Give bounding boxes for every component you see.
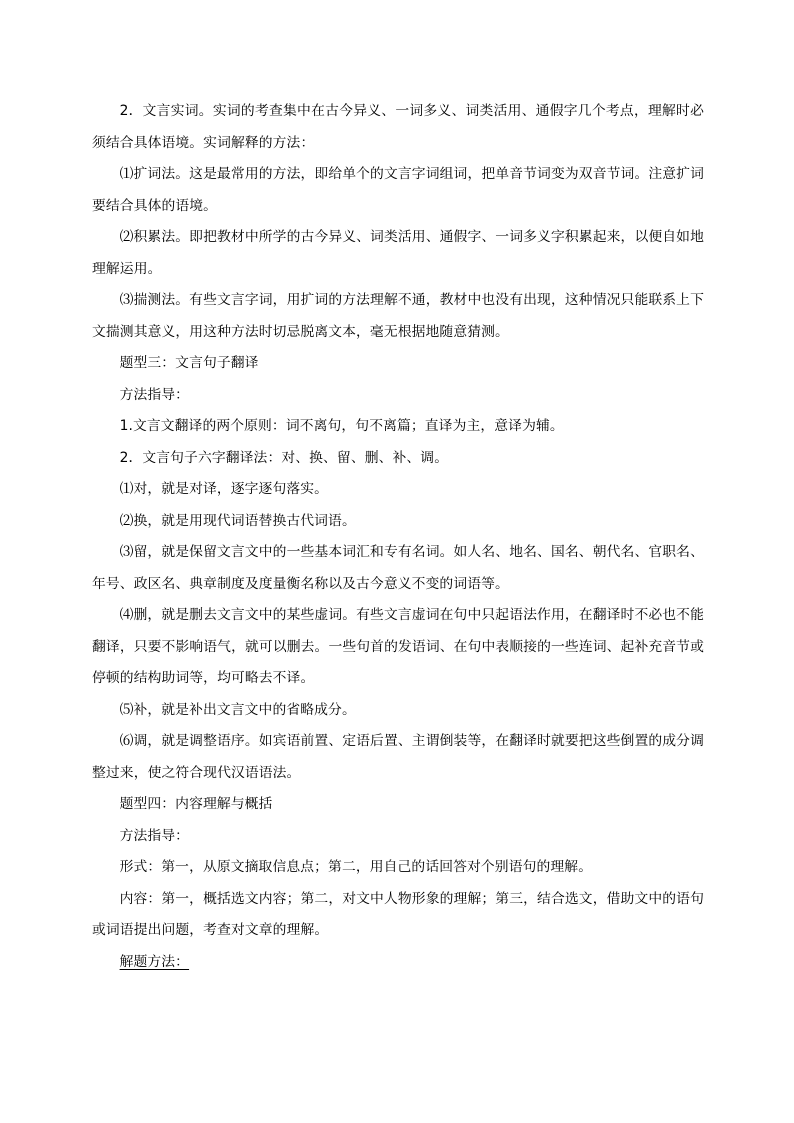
solution-method-heading-text: 解题方法： bbox=[119, 953, 190, 970]
paragraph-bu: ⑸补，就是补出文言文中的省略成分。 bbox=[119, 701, 356, 718]
paragraph-content: 内容：第一，概括选文内容；第二，对文中人物形象的理解；第三，结合选文，借助文中的语句或词语提出问题，考查对文章的理解。 bbox=[92, 890, 704, 938]
paragraph-jilei-method: ⑵积累法。即把教材中所学的古今异义、词类活用、通假字、一词多义字积累起来，以便自如地理解运用。 bbox=[92, 229, 704, 277]
document-body bbox=[92, 96, 704, 978]
paragraph-tiao: ⑹调，就是调整语序。如宾语前置、定语后置、主谓倒装等，在翻译时就要把这些倒置的成分调整过来，使之符合现代汉语语法。 bbox=[92, 733, 704, 781]
paragraph-shan: ⑷删，就是删去文言文中的某些虚词。有些文言虚词在句中只起语法作用，在翻译时不必也不能翻译，只要不影响语气，就可以删去。一些句首的发语词、在句中表顺接的一些连词、起补充音节或停顿的结构助词等，均可略去不译。 bbox=[92, 607, 704, 686]
section-heading-type-four: 题型四：内容理解与概括 bbox=[119, 796, 273, 812]
paragraph-dui: ⑴对，就是对译，逐字逐句落实。 bbox=[119, 481, 329, 497]
paragraph-form: 形式：第一，从原文摘取信息点；第二，用自己的话回答对个别语句的理解。 bbox=[119, 859, 593, 875]
paragraph-six-word-method: 2．文言句子六字翻译法：对、换、留、删、补、调。 bbox=[119, 449, 449, 466]
paragraph-liu: ⑶留，就是保留文言文中的一些基本词汇和专有名词。如人名、地名、国名、朝代名、官职名、年号、政区名、典章制度及度量衡名称以及古今意义不变的词语等。 bbox=[92, 544, 704, 592]
paragraph-chuaice-method: ⑶揣测法。有些文言字词，用扩词的方法理解不通，教材中也没有出现，这种情况只能联系上下文揣测其意义，用这种方法时切忌脱离文本，毫无根据地随意猜测。 bbox=[92, 292, 704, 340]
paragraph-translation-principles: 1.文言文翻译的两个原则：词不离句，句不离篇；直译为主，意译为辅。 bbox=[119, 418, 564, 434]
paragraph-shici-intro: 2．文言实词。实词的考查集中在古今异义、一词多义、词类活用、通假字几个考点，理解时必须结合具体语境。实词解释的方法： bbox=[92, 103, 704, 151]
paragraph-huan: ⑵换，就是用现代词语替换古代词语。 bbox=[119, 512, 356, 529]
solution-method-heading bbox=[92, 947, 704, 979]
paragraph-kuoci-method: ⑴扩词法。这是最常用的方法，即给单个的文言字词组词，把单音节词变为双音节词。注意扩词要结合具体的语境。 bbox=[92, 166, 704, 214]
method-guide-label-2: 方法指导： bbox=[119, 827, 190, 844]
method-guide-label: 方法指导： bbox=[119, 386, 190, 403]
section-heading-type-three: 题型三：文言句子翻译 bbox=[119, 355, 259, 371]
